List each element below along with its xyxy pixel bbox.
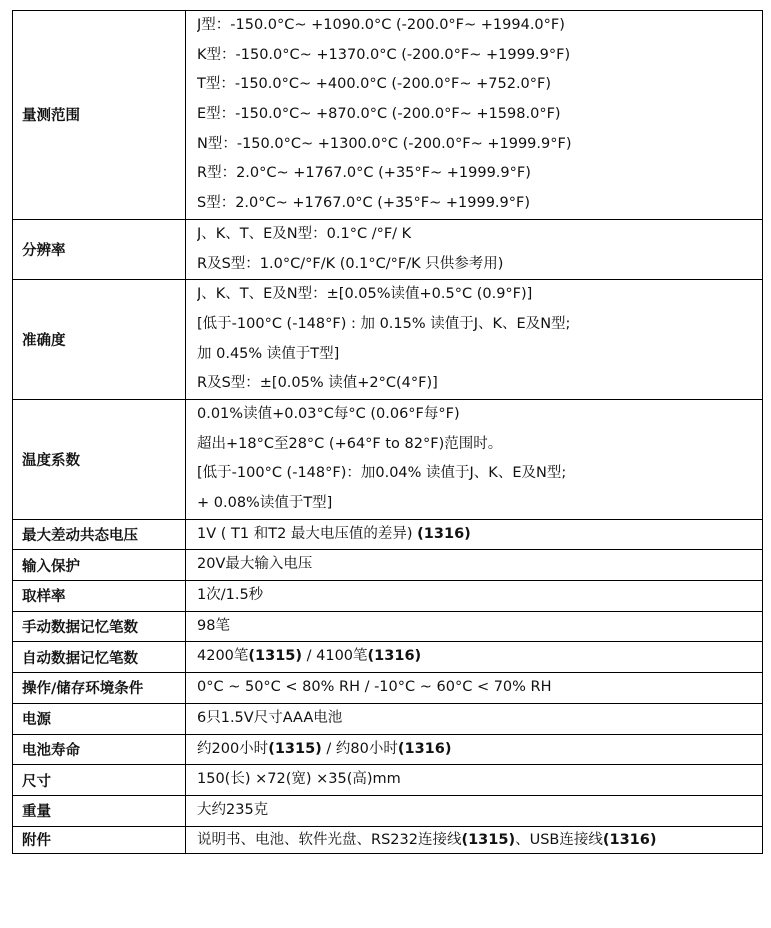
spec-text: 150(长) ×72(宽) ×35(高)mm — [197, 771, 401, 788]
spec-value-line — [197, 100, 758, 130]
spec-row — [13, 280, 763, 400]
spec-label: 自动数据记忆笔数 — [13, 642, 186, 673]
spec-value — [186, 399, 763, 519]
spec-row — [13, 581, 763, 612]
spec-label: 操作/储存环境条件 — [13, 673, 186, 704]
spec-text: R及S型：±[0.05% 读值+2°C(4°F)] — [197, 375, 438, 392]
spec-text: K型：-150.0°C~ +1370.0°C (-200.0°F~ +1999.9°F) — [197, 46, 571, 63]
spec-text: R及S型：1.0°C/°F/K (0.1°C/°F/K 只供参考用) — [197, 255, 504, 272]
spec-value-line — [197, 735, 758, 765]
spec-value-line — [197, 612, 758, 642]
spec-value — [186, 280, 763, 400]
spec-text: 加 0.45% 读值于T型] — [197, 345, 340, 362]
spec-text: J、K、T、E及N型：±[0.05%读值+0.5°C (0.9°F)] — [197, 286, 533, 303]
spec-text: N型：-150.0°C~ +1300.0°C (-200.0°F~ +1999.9°F) — [197, 135, 572, 152]
spec-label: 附件 — [13, 826, 186, 853]
spec-label: 准确度 — [13, 280, 186, 400]
spec-label: 分辨率 — [13, 219, 186, 279]
spec-value-line — [197, 220, 758, 250]
spec-value-line — [197, 11, 758, 41]
spec-value — [186, 642, 763, 673]
spec-value-line — [197, 550, 758, 580]
spec-value-line — [197, 489, 758, 519]
spec-text: 98笔 — [197, 617, 230, 634]
spec-value-line — [197, 250, 758, 280]
spec-text: 6只1.5V尺寸AAA电池 — [197, 709, 343, 726]
spec-text: 、USB连接线 — [515, 831, 603, 848]
spec-row — [13, 795, 763, 826]
spec-text: S型：2.0°C~ +1767.0°C (+35°F~ +1999.9°F) — [197, 195, 531, 212]
spec-label: 量测范围 — [13, 11, 186, 220]
spec-value — [186, 703, 763, 734]
spec-row — [13, 734, 763, 765]
spec-text: E型：-150.0°C~ +870.0°C (-200.0°F~ +1598.0°F) — [197, 106, 561, 123]
spec-text: / 4100笔 — [302, 648, 368, 665]
spec-text: 超出+18°C至28°C (+64°F to 82°F)范围时。 — [197, 435, 503, 452]
spec-text: 约200小时 — [197, 740, 269, 757]
spec-value — [186, 795, 763, 826]
spec-value-line — [197, 581, 758, 611]
spec-value-line — [197, 130, 758, 160]
spec-row — [13, 703, 763, 734]
spec-value-line — [197, 280, 758, 310]
spec-value-line — [197, 704, 758, 734]
spec-value-line — [197, 340, 758, 370]
spec-value — [186, 550, 763, 581]
spec-row — [13, 219, 763, 279]
spec-text: 0°C ~ 50°C < 80% RH / -10°C ~ 60°C < 70% RH — [197, 679, 552, 696]
spec-value-line — [197, 159, 758, 189]
spec-row — [13, 826, 763, 853]
spec-value-line — [197, 796, 758, 826]
spec-row — [13, 11, 763, 220]
spec-text: T型：-150.0°C~ +400.0°C (-200.0°F~ +752.0°F) — [197, 76, 552, 93]
spec-value-line — [197, 310, 758, 340]
spec-label: 尺寸 — [13, 765, 186, 796]
spec-value-line — [197, 41, 758, 71]
spec-row — [13, 765, 763, 796]
spec-label: 手动数据记忆笔数 — [13, 611, 186, 642]
spec-value-line — [197, 70, 758, 100]
model-number: (1315) — [248, 648, 303, 665]
spec-label: 取样率 — [13, 581, 186, 612]
model-number: (1316) — [367, 648, 422, 665]
model-number: (1316) — [397, 740, 452, 757]
spec-text: / 约80小时 — [321, 740, 398, 757]
spec-text: 1次/1.5秒 — [197, 587, 264, 604]
spec-label: 电池寿命 — [13, 734, 186, 765]
spec-value-line — [197, 400, 758, 430]
model-number: (1316) — [602, 831, 657, 848]
spec-label: 重量 — [13, 795, 186, 826]
model-number: (1315) — [268, 740, 322, 757]
spec-value-line — [197, 189, 758, 219]
spec-value — [186, 826, 763, 853]
spec-value — [186, 765, 763, 796]
spec-label: 温度系数 — [13, 399, 186, 519]
spec-text: 20V最大输入电压 — [197, 556, 313, 573]
spec-text: 说明书、电池、软件光盘、RS232连接线 — [197, 831, 462, 848]
spec-text: J、K、T、E及N型：0.1°C /°F/ K — [197, 225, 412, 242]
spec-text: 0.01%读值+0.03°C每°C (0.06°F每°F) — [197, 405, 460, 422]
spec-value — [186, 219, 763, 279]
spec-value-line — [197, 430, 758, 460]
model-number: (1315) — [461, 831, 516, 848]
spec-row — [13, 642, 763, 673]
spec-table-body — [13, 11, 763, 854]
spec-value-line — [197, 459, 758, 489]
spec-text: + 0.08%读值于T型] — [197, 495, 333, 511]
spec-row — [13, 673, 763, 704]
spec-value-line — [197, 830, 758, 850]
spec-text: 大约235克 — [197, 801, 269, 818]
spec-row — [13, 399, 763, 519]
spec-value — [186, 611, 763, 642]
spec-row — [13, 519, 763, 550]
spec-label: 最大差动共态电压 — [13, 519, 186, 550]
spec-value — [186, 673, 763, 704]
spec-text: R型：2.0°C~ +1767.0°C (+35°F~ +1999.9°F) — [197, 165, 531, 182]
spec-value — [186, 581, 763, 612]
spec-text: 1V ( T1 和T2 最大电压值的差异) — [197, 525, 418, 542]
spec-label: 输入保护 — [13, 550, 186, 581]
spec-text: [低于-100°C (-148°F)：加0.04% 读值于J、K、E及N型; — [197, 465, 567, 482]
spec-row — [13, 550, 763, 581]
spec-text: [低于-100°C (-148°F) : 加 0.15% 读值于J、K、E及N型; — [197, 315, 571, 332]
spec-value-line — [197, 520, 758, 550]
spec-value-line — [197, 369, 758, 399]
spec-value — [186, 11, 763, 220]
spec-row — [13, 611, 763, 642]
spec-text: 4200笔 — [197, 648, 249, 665]
spec-value — [186, 519, 763, 550]
spec-table — [12, 10, 763, 854]
spec-value-line — [197, 642, 758, 672]
spec-value — [186, 734, 763, 765]
spec-value-line — [197, 673, 758, 703]
spec-text: J型：-150.0°C~ +1090.0°C (-200.0°F~ +1994.0°F) — [197, 17, 565, 33]
model-number: (1316) — [417, 525, 471, 542]
spec-value-line — [197, 765, 758, 795]
spec-label: 电源 — [13, 703, 186, 734]
